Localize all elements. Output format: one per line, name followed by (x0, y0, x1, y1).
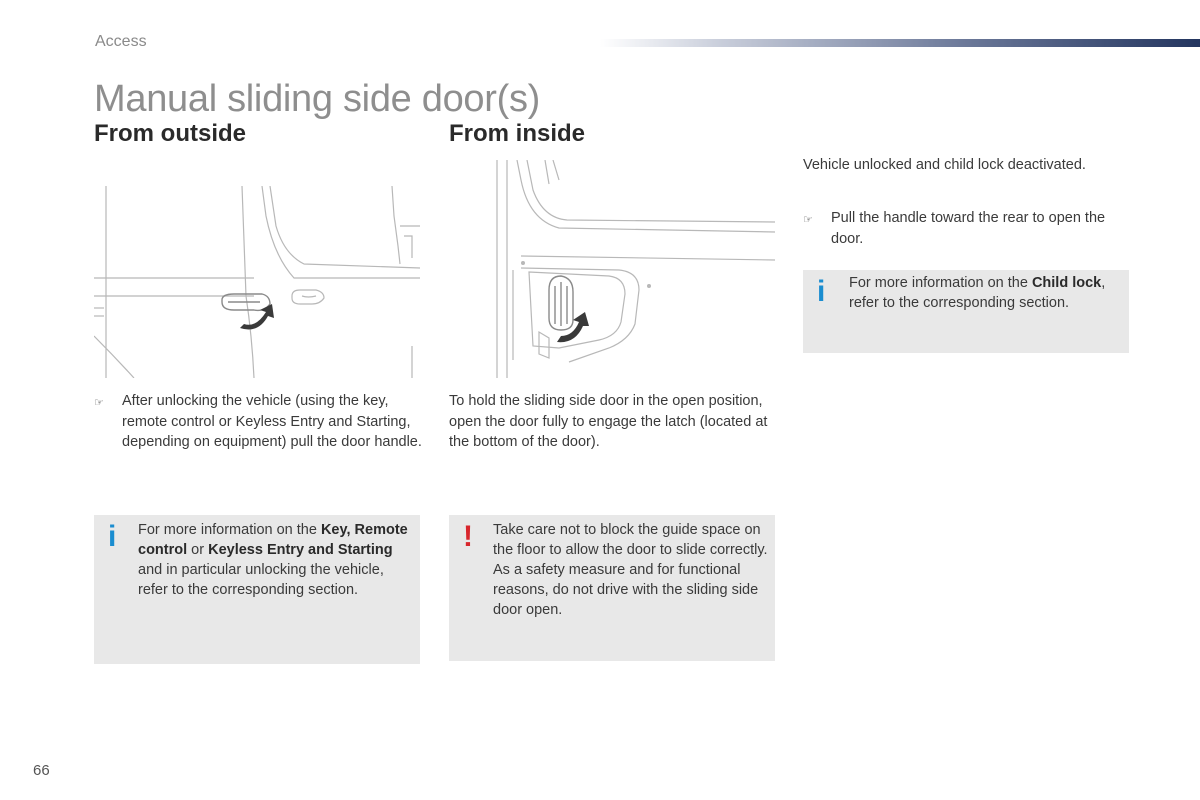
outside-instruction (94, 391, 424, 453)
condition-text: Vehicle unlocked and child lock deactivated. (803, 157, 1086, 173)
heading-from-outside: From outside (94, 120, 247, 147)
section-label: Access (95, 33, 147, 50)
inside-door-handle-illustration (449, 160, 775, 378)
hand-pointer-icon: ☞ (803, 214, 813, 226)
warning-box-text: Take care not to block the guide space on the floor to allow the door to slide correctly. As a safety measure and for functional reasons, do not drive with the sliding side door open. (493, 522, 768, 618)
warning-icon: ! (463, 520, 473, 553)
warning-box-guide-space (449, 515, 775, 661)
info-icon: i (108, 520, 117, 553)
outside-instruction-text: After unlocking the vehicle (using the key, remote control or Keyless Entry and Starting, depending on equipment) pull the door handle. (122, 393, 422, 450)
outside-door-handle-illustration (94, 186, 420, 378)
right-instruction-text: Pull the handle toward the rear to open the door. (831, 210, 1106, 247)
heading-from-inside: From inside (449, 120, 586, 147)
info-box-child-lock (803, 270, 1129, 353)
page-number: 66 (33, 762, 50, 779)
info-icon: i (817, 275, 826, 308)
header-bar (600, 39, 1200, 47)
info-box-child-lock-text: For more information on the Child lock, refer to the corresponding section. (849, 275, 1106, 311)
hand-pointer-icon: ☞ (94, 397, 104, 409)
right-instruction (803, 208, 1133, 249)
inside-text: To hold the sliding side door in the open position, open the door fully to engage the latch (located at the bottom of the door). (449, 393, 768, 450)
info-box-keys (94, 515, 420, 664)
page-title: Manual sliding side door(s) (94, 78, 541, 120)
info-box-keys-text: For more information on the Key, Remote control or Keyless Entry and Starting and in particular unlocking the vehicle, refer to the corresponding section. (138, 522, 408, 598)
